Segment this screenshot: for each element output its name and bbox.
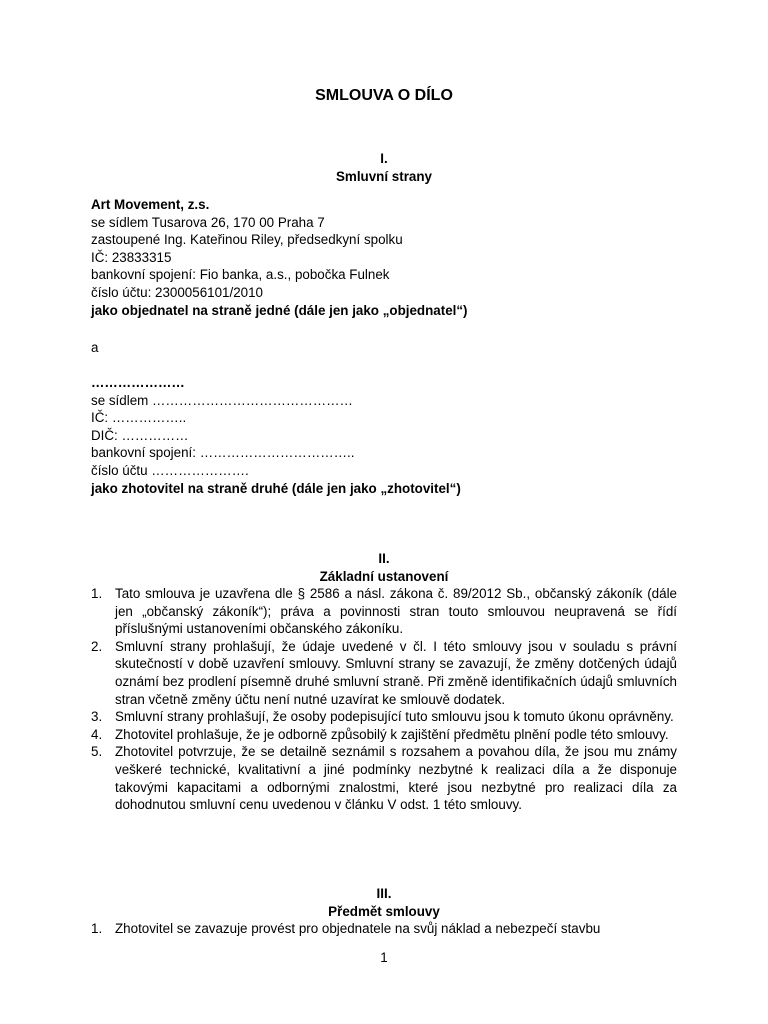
section-2-number: II. xyxy=(378,551,390,566)
party-1-ic: IČ: 23833315 xyxy=(91,249,172,265)
section-2-heading: Základní ustanovení xyxy=(319,568,449,584)
list-item-text: Zhotovitel prohlašuje, že je odborně způsobilý k zajištění předmětu plnění podle této smlouvy. xyxy=(115,726,669,742)
page-number: 1 xyxy=(380,950,388,965)
list-item-text: Zhotovitel se zavazuje provést pro objednatele na svůj náklad a nebezpečí stavbu xyxy=(115,921,601,936)
list-item-number: 4. xyxy=(91,726,103,742)
document-title: SMLOUVA O DÍLO xyxy=(315,87,453,104)
party-1-seat: se sídlem Tusarova 26, 170 00 Praha 7 xyxy=(91,214,325,230)
section-1-number: I. xyxy=(380,151,388,166)
party-1 xyxy=(91,196,677,319)
list-item-text: Smluvní strany prohlašují, že údaje uvedené v čl. I této smlouvy jsou v souladu s právní skutečností v době uzavření smlouvy. Smluvní strany se zavazují, že změny dotčených údajů oznámí bez prodlení písemně druhé smluvní straně. Při změně identifikačních údajů smluvních stran včetně změny účtu není nutné uzavírat ke smlouvě dodatek. xyxy=(115,638,677,707)
party-1-role: jako objednatel na straně jedné (dále jen jako „objednatel“) xyxy=(91,302,468,318)
list-item-number: 3. xyxy=(91,709,103,725)
section-2-list xyxy=(91,585,677,814)
section-3-heading: Předmět smlouvy xyxy=(328,903,440,919)
section-1-heading: Smluvní strany xyxy=(336,168,432,184)
party-2-ic: IČ: …………….. xyxy=(91,410,187,426)
list-item-number: 1. xyxy=(91,586,103,601)
list-item xyxy=(91,638,677,708)
list-item-text: Smluvní strany prohlašují, že osoby podepisující tuto smlouvu jsou k tomuto úkonu oprávněny. xyxy=(115,709,674,725)
party-1-account: číslo účtu: 2300056101/2010 xyxy=(91,284,263,300)
list-item-number: 1. xyxy=(91,921,103,936)
list-item xyxy=(91,585,677,638)
list-item xyxy=(91,743,677,813)
list-item xyxy=(91,920,677,938)
list-item-number: 5. xyxy=(91,744,103,760)
list-item xyxy=(91,708,677,726)
section-3-number: III. xyxy=(376,886,392,901)
list-item-number: 2. xyxy=(91,638,103,654)
party-2-role: jako zhotovitel na straně druhé (dále jen jako „zhotovitel“) xyxy=(91,480,461,496)
party-1-name: Art Movement, z.s. xyxy=(91,197,210,212)
party-2-seat: se sídlem ……………………………………… xyxy=(91,392,353,408)
list-item-text: Tato smlouva je uzavřena dle § 2586 a násl. zákona č. 89/2012 Sb., občanský zákoník (dále jen „občanský zákoník“); práva a povinnosti stran touto smlouvou neupravená se řídí příslušnými ustanoveními občanského zákoníku. xyxy=(115,586,677,637)
list-item-text: Zhotovitel potvrzuje, že se detailně seznámil s rozsahem a povahou díla, že jsou mu známy veškeré technické, kvalitativní a jiné podmínky nezbytné k realizaci díla a že disponuje takovými kapacitami a odbornými znalostmi, které jsou nezbytné pro realizaci díla za dohodnutou smluvní cenu uvedenou v článku V odst. 1 této smlouvy. xyxy=(115,744,677,813)
section-3-header xyxy=(91,885,677,920)
party-2-dic: DIČ: …………… xyxy=(91,427,189,443)
party-1-represented: zastoupené Ing. Kateřinou Riley, předsedkyní spolku xyxy=(91,232,403,248)
party-2-bank: bankovní spojení: …………………………….. xyxy=(91,445,355,461)
and-conjunction: a xyxy=(91,340,99,355)
party-2-account: číslo účtu …………………. xyxy=(91,462,249,478)
list-item xyxy=(91,726,677,744)
party-1-bank: bankovní spojení: Fio banka, a.s., pobočka Fulnek xyxy=(91,267,390,283)
section-1-header xyxy=(91,150,677,185)
section-2-header xyxy=(91,550,677,585)
party-2 xyxy=(91,374,677,497)
party-2-name: ………………… xyxy=(91,375,185,390)
section-3-list xyxy=(91,920,677,938)
